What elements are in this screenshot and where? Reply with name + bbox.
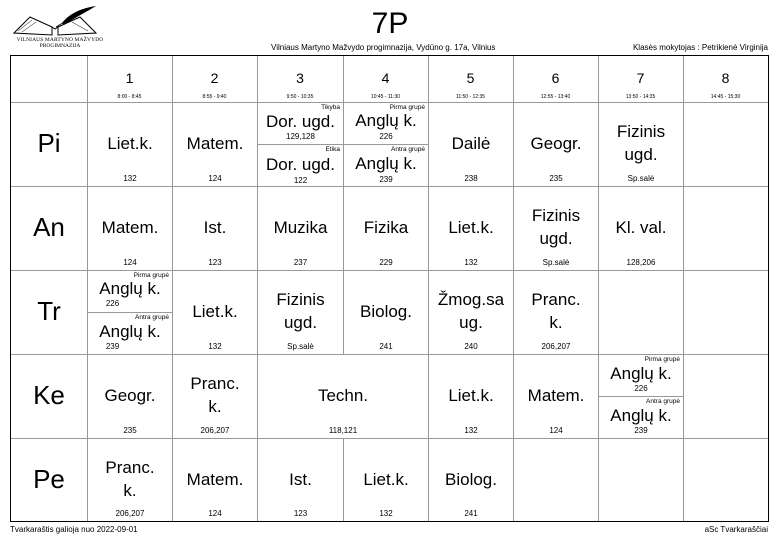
lesson-cell-group [344,145,428,186]
lesson-cell [173,187,257,270]
period-time: 14:45 - 15:30 [710,94,741,100]
lesson-subject: Geogr. [530,134,582,153]
lesson-room: 241 [379,342,393,351]
lesson-group: Pirma grupė [389,104,425,111]
lesson-group: Tikyba [321,104,340,111]
lesson-cell-group [258,145,343,186]
lesson-room: 206,207 [541,342,571,351]
lesson-room: Sp.salė [287,342,314,351]
lesson-subject-line1: Pranc. [105,458,155,477]
lesson-room: 226 [634,384,648,393]
lesson-subject: Ist. [289,470,312,489]
lesson-cell [173,271,257,354]
lesson-subject-line1: Fizinis [276,290,325,309]
lesson-subject: Liet.k. [448,386,494,405]
book-quill-icon [10,5,100,37]
day-label: An [33,212,65,242]
lesson-cell [429,355,513,438]
lesson-subject: Anglų k. [610,406,672,425]
lesson-group: Pirma grupė [133,272,169,279]
lesson-room: 226 [105,299,120,308]
lesson-subject-line1: Žmog.sa [437,290,505,309]
period-number: 1 [125,70,134,86]
lesson-subject: Liet.k. [107,134,153,153]
software-credit: aSc Tvarkaraščiai [704,525,768,534]
logo-text-line2: PROGIMNAZIJA [39,43,81,49]
period-number: 4 [381,70,390,86]
period-number: 5 [466,70,475,86]
lesson-cell [88,103,172,186]
lesson-subject: Muzika [273,218,328,237]
lesson-subject-line2: ugd. [624,145,658,164]
lesson-cell [344,439,428,521]
lesson-room: Sp.salė [627,174,655,183]
lesson-room: 241 [464,509,478,518]
lesson-subject: Anglų k. [99,279,161,298]
day-label: Pe [33,464,65,494]
lesson-group: Etika [325,146,340,153]
lesson-room: 124 [123,258,137,267]
period-time: 8:55 - 9:40 [202,94,227,100]
lesson-cell [429,439,513,521]
lesson-subject: Biolog. [360,302,412,321]
day-label: Ke [33,380,65,410]
lesson-room: 132 [123,174,137,183]
lesson-cell [173,439,257,521]
lesson-subject: Matem. [527,386,585,405]
school-info: Vilniaus Martyno Mažvydo progimnazija, Vydūno g. 17a, Vilnius [271,43,496,52]
lesson-room: 239 [379,175,393,184]
lesson-room: 237 [293,258,308,267]
lesson-cell [514,355,598,438]
lesson-subject-line2: k. [123,481,137,500]
lesson-cell [599,187,683,270]
lesson-room: 240 [464,342,478,351]
lesson-cell [514,187,598,270]
lesson-subject: Biolog. [445,470,497,489]
lesson-subject-line2: ugd. [539,229,573,248]
lesson-room: 118,121 [328,426,358,435]
lesson-cell [514,103,598,186]
lesson-room: 206,207 [200,426,230,435]
lesson-room: 129,128 [286,132,315,141]
lesson-room: 132 [379,509,393,518]
lesson-room: 123 [208,258,222,267]
lesson-cell [258,187,343,270]
period-number: 2 [210,70,219,86]
grid-line [683,56,684,521]
period-time: 10:45 - 11:30 [370,94,401,100]
timetable-grid [10,55,769,522]
lesson-subject-line2: ug. [459,313,483,332]
lesson-cell [599,103,683,186]
lesson-cell [258,439,343,521]
lesson-subject-line1: Fizinis [616,122,666,141]
lesson-subject: Matem. [101,218,159,237]
lesson-subject: Anglų k. [355,154,417,173]
lesson-subject: Liet.k. [363,470,409,489]
lesson-subject-line2: k. [208,397,222,416]
lesson-subject-line2: ugd. [283,313,318,332]
lesson-cell [173,103,257,186]
lesson-subject: Matem. [186,470,244,489]
lesson-subject: Matem. [186,134,244,153]
lesson-subject: Geogr. [104,386,156,405]
lesson-subject: Kl. val. [615,218,667,237]
period-number: 6 [551,70,560,86]
lesson-cell [429,271,513,354]
lesson-subject-line1: Fizinis [531,206,581,225]
lesson-cell [88,355,172,438]
lesson-room: 124 [208,509,222,518]
lesson-cell [344,187,428,270]
lesson-cell [173,355,257,438]
lesson-room: 122 [293,176,308,185]
lesson-subject: Anglų k. [610,364,672,383]
lesson-room: 226 [379,132,393,141]
lesson-cell-group [599,355,683,396]
lesson-subject: Liet.k. [192,302,238,321]
period-number: 3 [296,70,304,86]
lesson-group: Antra grupė [646,398,680,405]
lesson-cell-group [599,397,683,438]
lesson-room: 132 [464,426,478,435]
lesson-room: 235 [549,174,563,183]
lesson-room: 239 [634,426,648,435]
lesson-cell [344,271,428,354]
period-time: 13:50 - 14:35 [625,94,656,100]
period-number: 7 [636,70,645,86]
lesson-subject: Anglų k. [99,322,161,341]
lesson-subject: Dor. ugd. [266,112,335,131]
period-time: 9:50 - 10:35 [286,94,314,100]
lesson-cell [258,271,343,354]
lesson-cell [514,271,598,354]
lesson-subject-line2: k. [549,313,563,332]
lesson-group: Antra grupė [135,314,169,321]
lesson-cell-group [258,103,343,144]
lesson-room: 206,207 [115,509,145,518]
lesson-cell-group [344,103,428,144]
period-time: 11:50 - 12:35 [455,94,486,100]
lesson-subject-line1: Pranc. [190,374,240,393]
lesson-subject: Dailė [451,134,491,153]
lesson-subject: Dor. ugd. [266,155,335,174]
lesson-subject: Anglų k. [355,111,417,130]
day-label: Tr [37,296,61,326]
lesson-subject: Fizika [363,218,409,237]
lesson-room: Sp.salė [542,258,570,267]
lesson-room: 235 [123,426,137,435]
class-teacher: Klasės mokytojas : Petrikienė Virginija [632,43,768,52]
lesson-room: 124 [549,426,563,435]
valid-from-note: Tvarkaraštis galioja nuo 2022-09-01 [10,525,138,534]
lesson-subject: Ist. [203,218,227,237]
lesson-group: Antra grupė [391,146,425,153]
lesson-cell [429,103,513,186]
class-title: 7P [371,7,409,40]
lesson-group: Pirma grupė [644,356,680,363]
lesson-room: 239 [105,342,120,351]
lesson-room: 229 [379,258,393,267]
lesson-room: 132 [208,342,222,351]
logo-text-line1: VILNIAUS MARTYNO MAŽVYDO [16,37,104,43]
lesson-room: 123 [293,509,308,518]
period-time: 12:55 - 13:40 [540,94,571,100]
lesson-cell [429,187,513,270]
lesson-room: 124 [208,174,222,183]
lesson-room: 238 [464,174,478,183]
lesson-subject: Techn. [317,386,369,405]
lesson-cell-group [88,313,172,354]
lesson-cell [88,187,172,270]
lesson-subject: Liet.k. [448,218,494,237]
lesson-subject-line1: Pranc. [531,290,581,309]
lesson-cell-group [88,271,172,312]
lesson-cell [88,439,172,521]
period-number: 8 [721,70,730,86]
lesson-cell-double [258,355,428,438]
period-time: 8:00 - 8:45 [117,94,142,100]
school-logo [10,5,104,51]
lesson-room: 128,206 [626,258,656,267]
lesson-room: 132 [464,258,478,267]
day-label: Pi [37,128,61,158]
